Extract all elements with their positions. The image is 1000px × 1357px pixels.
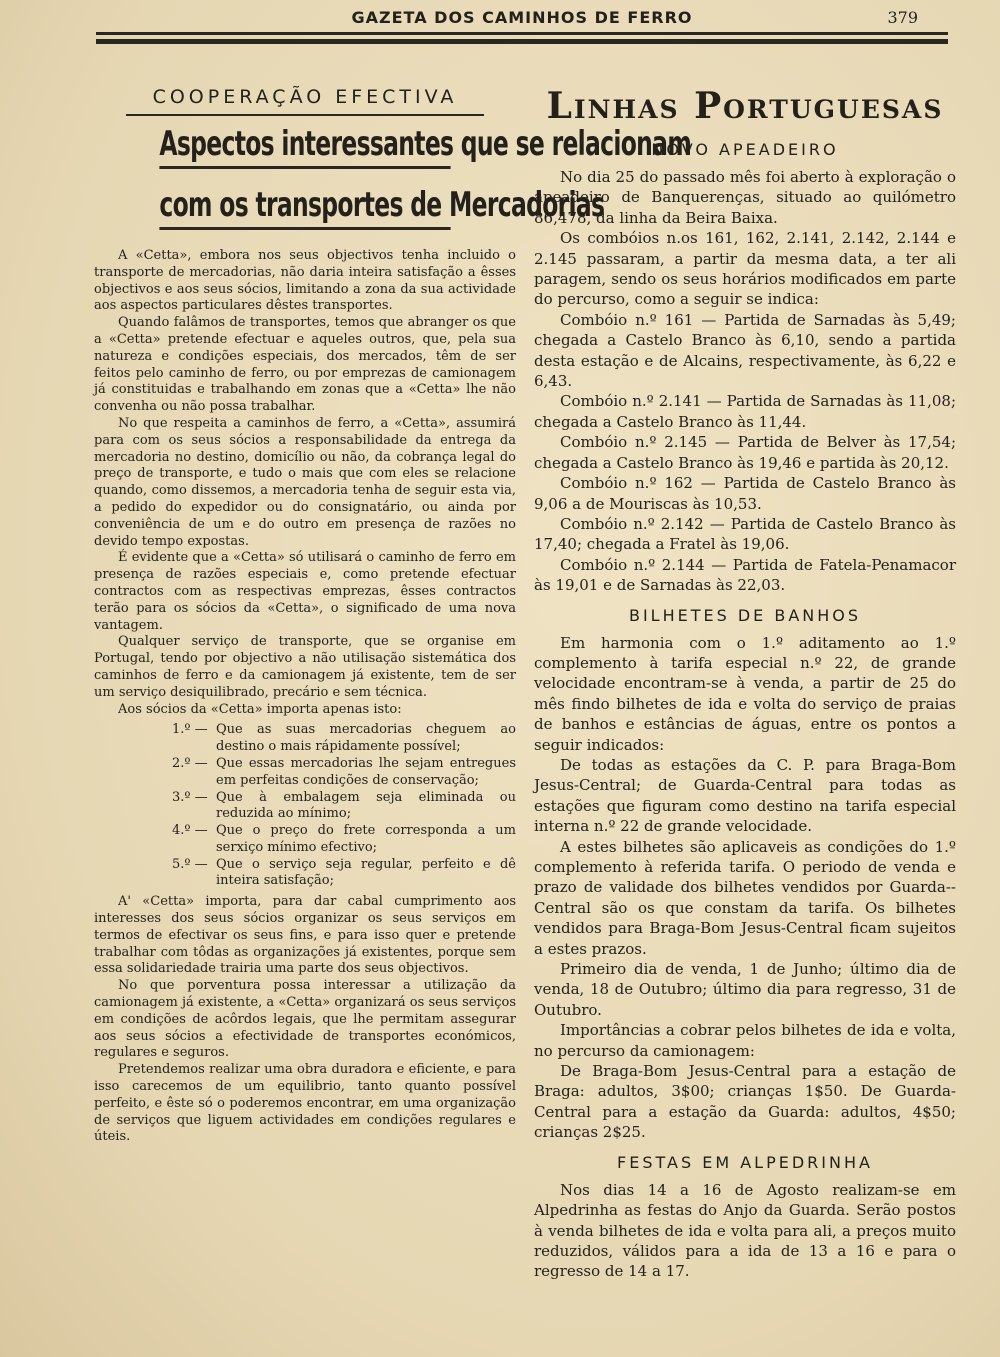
- paragraph: Os combóios n.os 161, 162, 2.141, 2.142, 2.144 e 2.145 passaram, a partir da mesma data, a ter ali paragem, sendo os seus horários modificados em parte do percurso, como a seguir se indica:: [534, 229, 956, 309]
- list-number: 4.º —: [172, 823, 208, 839]
- paragraph: Combóio n.º 2.141 — Partida de Sarnadas às 11,08; chegada a Castelo Branco às 11,44.: [534, 392, 956, 431]
- left-column: [94, 86, 692, 1146]
- article-headline: [159, 124, 692, 230]
- paragraph: Importâncias a cobrar pelos bilhetes de ida e volta, no percurso da camionagem:: [534, 1021, 956, 1060]
- list-text: Que as suas mercadorias cheguem ao destino o mais rápidamente possível;: [216, 722, 516, 755]
- paragraph: Em harmonia com o 1.º aditamento ao 1.º complemento à tarifa especial n.º 22, de grande velocidade encontram-se à venda, a partir de 25 do mês findo bilhetes de ida e volta do serviço de praias de banhos e estâncias de águas, entre os pontos a seguir indicados:: [534, 633, 956, 754]
- page-header: [96, 4, 948, 32]
- subsection-title: BILHETES DE BANHOS: [628, 605, 862, 625]
- paragraph: De Braga-Bom Jesus-Central para a estação de Braga: adultos, 3$00; crianças 1$50. De Guarda-Central para a estação da Guarda: adultos, 4$50; crianças 2$25.: [534, 1062, 956, 1142]
- list-number: 5.º —: [172, 856, 208, 872]
- paragraph: Pretendemos realizar uma obra duradora e eficiente, e para isso carecemos de um equilibrio, tanto quanto possível perfeito, e êste só o poderemos encontrar, em uma organização de serviços que liguem actividades em condições regulares e úteis.: [94, 1062, 516, 1145]
- list-item: [172, 857, 516, 891]
- header-rule-thick: [96, 39, 948, 44]
- paragraph: Aos sócios da «Cetta» importa apenas isto:: [118, 701, 402, 717]
- paragraph: No que porventura possa interessar a utilização da camionagem já existente, a «Cetta» organizará os seus serviços em condições de acôrdos legais, que lhe permitam assegurar aos seus sócios a efectividade de transportes económicos, regulares e seguros.: [94, 978, 516, 1061]
- list-item: [172, 722, 516, 756]
- numbered-list: [94, 722, 516, 890]
- paragraph: De todas as estações da C. P. para Braga-Bom Jesus-Central; de Guarda-Central para todas as estações que figuram como destino na tarifa especial interna n.º 22 de grande velocidade.: [534, 755, 956, 836]
- page-number: 379: [887, 8, 918, 27]
- paragraph: Quando falâmos de transportes, temos que abranger os que a «Cetta» pretende efectuar e aqueles outros, que, pela sua natureza e condições especiais, dos mercados, têm de ser feitos pelo caminho de ferro, ou por emprezas de camionagem já constituidas e trabalhando em zonas que a «Cetta» lhe não convenha ou não possa trabalhar.: [94, 315, 516, 415]
- article-kicker: COOPERAÇÃO EFECTIVA: [152, 86, 458, 108]
- list-text: Que o preço do frete corresponda a um serxiço mínimo efectivo;: [216, 823, 516, 855]
- paragraph: Primeiro dia de venda, 1 de Junho; último dia de venda, 18 de Outubro; último dia para regresso, 31 de Outubro.: [534, 960, 956, 1019]
- list-number: 1.º —: [172, 722, 208, 738]
- list-number: 3.º —: [172, 789, 208, 805]
- paragraph: Qualquer serviço de transporte, que se organise em Portugal, tendo por objectivo a não utilisação sistemática dos caminhos de ferro e da camionagem já existente, tem de ser um serviço desiquilibrado, precário e sem técnica.: [94, 634, 516, 700]
- paragraph: A estes bilhetes são aplicaveis as condições do 1.º complemento à referida tarifa. O periodo de venda e prazo de validade dos bilhetes vendidos por Guarda--Central são os que constam da tarifa. Os bilhetes vendidos para Braga-Bom Jesus-Central ficam sujeitos a estes prazos.: [534, 837, 956, 958]
- header-rule-thin: [96, 32, 948, 35]
- right-column: [534, 86, 956, 1282]
- paragraph: Combóio n.º 2.142 — Partida de Castelo Branco às 17,40; chegada a Fratel às 19,06.: [534, 514, 956, 554]
- kicker-underline: [126, 114, 484, 116]
- paragraph: Combóio n.º 2.144 — Partida de Fatela-Penamacor às 19,01 e de Sarnadas às 22,03.: [534, 555, 956, 595]
- paragraph: Combóio n.º 2.145 — Partida de Belver às 17,54; chegada a Castelo Branco às 19,46 e partida às 20,12.: [534, 433, 956, 472]
- subsection-title: NOVO APEADEIRO: [651, 140, 839, 159]
- list-text: Que essas mercadorias lhe sejam entregues em perfeitas condições de conservação;: [216, 755, 516, 788]
- list-text: Que à embalagem seja eliminada ou reduzida ao mínimo;: [216, 789, 516, 822]
- section-title: Linhas Portuguesas: [546, 85, 944, 127]
- headline-line-1: Aspectos interessantes que se relacionam: [159, 124, 450, 169]
- paragraph: A «Cetta», embora nos seus objectivos tenha incluido o transporte de mercadorias, não daria inteira satisfação a êsses objectivos e aos seus sócios, limitando a zona da sua actividade aos aspectos particulares dêstes transportes.: [94, 248, 516, 314]
- list-item: [172, 756, 516, 790]
- list-number: 2.º —: [172, 755, 208, 771]
- paragraph: A' «Cetta» importa, para dar cabal cumprimento aos interesses dos seus sócios organizar os seus serviços em termos de efectivar os seus fins, e para isso quer e pretende trabalhar com tôdas as organizações já existentes, porque sem essa solidariedade trairia uma parte dos seus objectivos.: [94, 894, 516, 977]
- paragraph: No que respeita a caminhos de ferro, a «Cetta», assumirá para com os seus sócios a responsabilidade da entrega da mercadoria no destino, domicílio ou não, da cobrança legal do preço de transporte, e tudo o mais que com eles se relacione quando, como dissemos, a mercadoria tenha de seguir esta via, a pedido do expedidor ou do consignatário, ou ainda por conveniência de um e do outro em presença de razões no devido tempo expostas.: [94, 415, 516, 549]
- subsection-title: FESTAS EM ALPEDRINHA: [617, 1152, 873, 1172]
- list-text: Que o serviço seja regular, perfeito e dê inteira satisfação;: [216, 856, 516, 889]
- paragraph: Nos dias 14 a 16 de Agosto realizam-se em Alpedrinha as festas do Anjo da Guarda. Serão postos à venda bilhetes de ida e volta para ali, a preços muito reduzidos, válidos para a ida de 13 a 16 e para o regresso de 14 a 17.: [534, 1180, 956, 1281]
- list-item: [172, 790, 516, 824]
- paragraph: No dia 25 do passado mês foi aberto à exploração o apeadeiro de Banquerenças, situado ao quilómetro 86,478, da linha da Beira Baixa.: [534, 168, 956, 227]
- left-article-body: [94, 248, 516, 1146]
- paragraph: É evidente que a «Cetta» só utilisará o caminho de ferro em presença de razões especiais e, como pretende efectuar contractos com as respectivas emprezas, êsses contractos terão para os sócios da «Cetta», o significado de uma nova vantagem.: [94, 550, 516, 633]
- headline-line-2: com os transportes de Mercadorias: [159, 185, 450, 230]
- paragraph: Combóio n.º 161 — Partida de Sarnadas às 5,49; chegada a Castelo Branco às 6,10, sendo a partida desta estação e de Alcains, respectivamente, às 6,22 e 6,43.: [534, 310, 956, 391]
- list-item: [172, 823, 516, 857]
- publication-title: GAZETA DOS CAMINHOS DE FERRO: [351, 8, 693, 27]
- paragraph: Combóio n.º 162 — Partida de Castelo Branco às 9,06 a de Mouriscas às 10,53.: [534, 474, 956, 513]
